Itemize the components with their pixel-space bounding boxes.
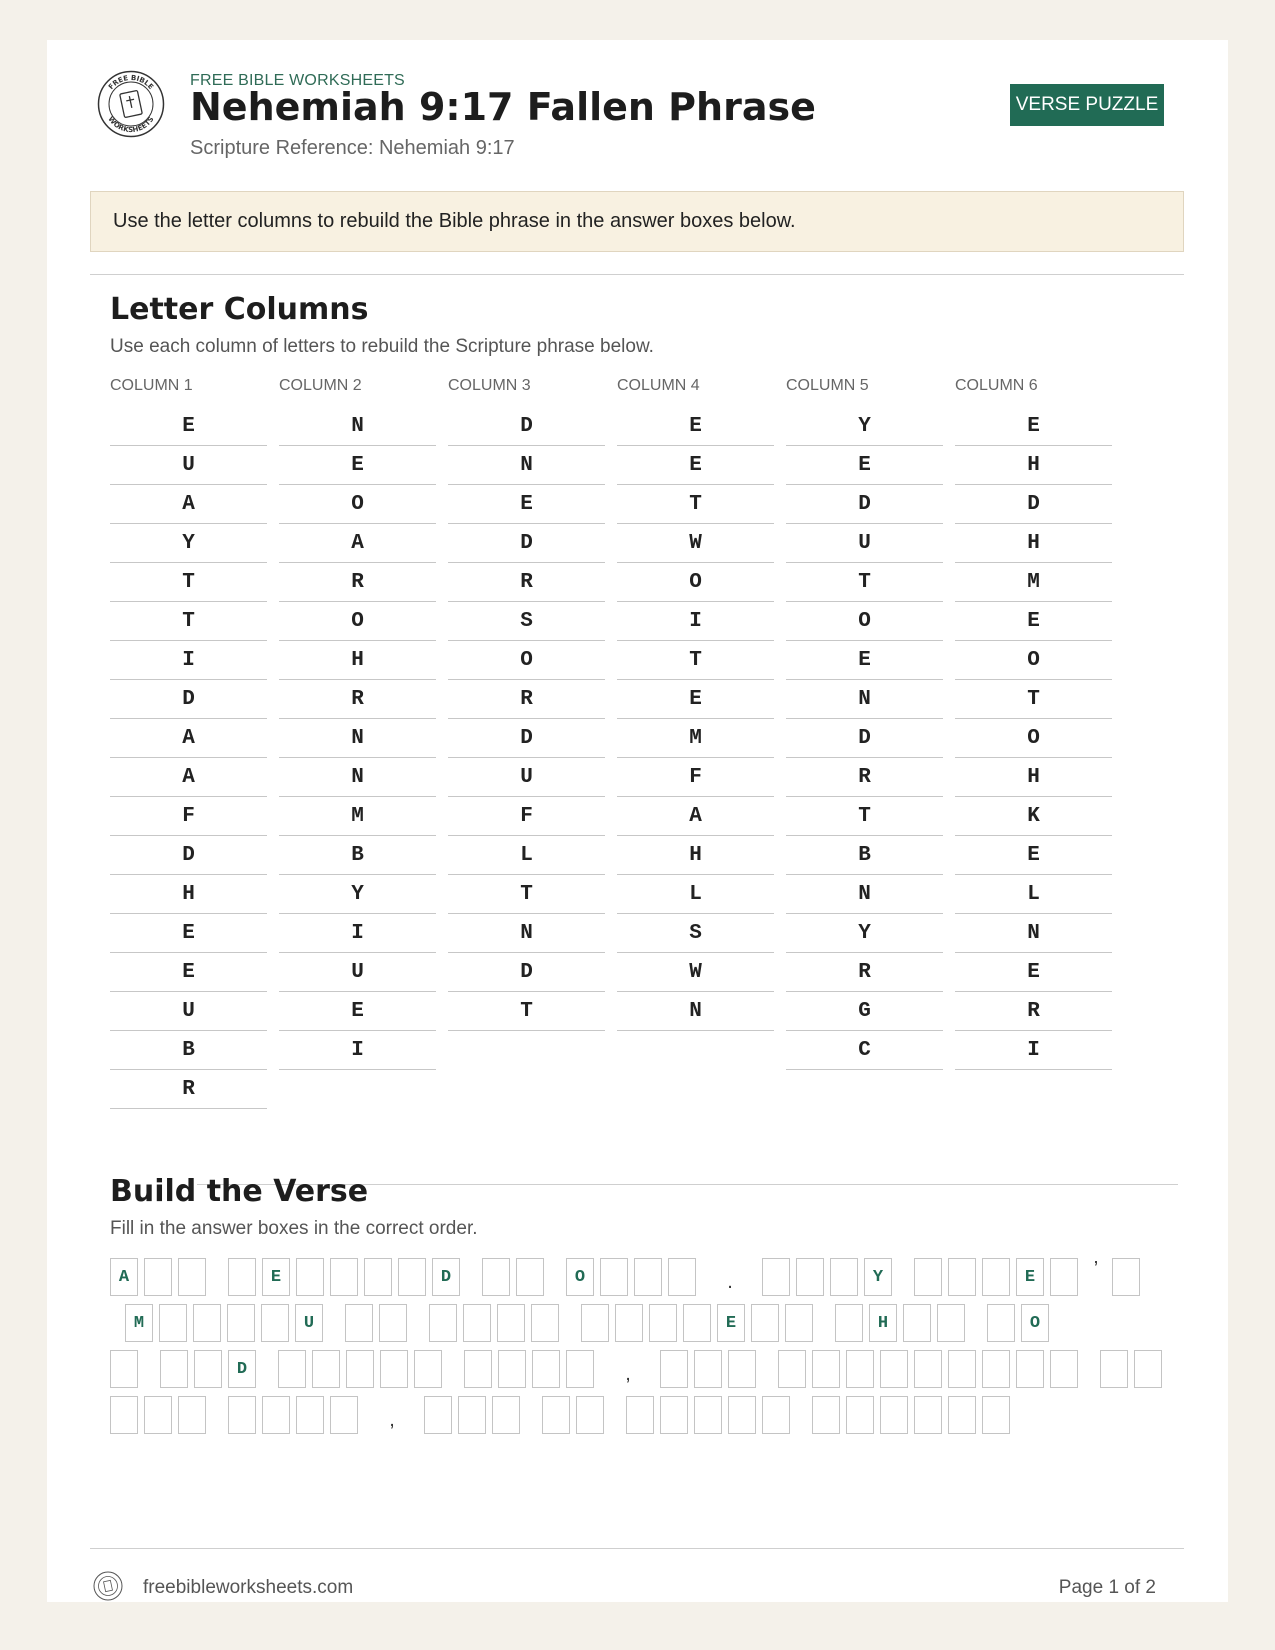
column-letter: T: [617, 641, 774, 680]
answer-box[interactable]: [987, 1304, 1015, 1342]
column-letter: M: [955, 563, 1112, 602]
column-letter: D: [786, 719, 943, 758]
answer-box[interactable]: [660, 1396, 688, 1434]
column-letter: R: [786, 758, 943, 797]
answer-box[interactable]: [464, 1350, 492, 1388]
answer-box-hint: D: [432, 1258, 460, 1296]
answer-box[interactable]: [398, 1258, 426, 1296]
letter-column-1: [110, 377, 267, 1109]
column-letter: H: [617, 836, 774, 875]
answer-box[interactable]: [144, 1258, 172, 1296]
answer-row: [110, 1258, 1170, 1296]
column-letter: U: [110, 446, 267, 485]
answer-box[interactable]: [498, 1350, 526, 1388]
answer-box[interactable]: [914, 1258, 942, 1296]
answer-box[interactable]: [1050, 1258, 1078, 1296]
answer-box[interactable]: [330, 1258, 358, 1296]
column-letter: O: [279, 485, 436, 524]
answer-box[interactable]: [194, 1350, 222, 1388]
letter-columns-heading: Letter Columns: [110, 292, 369, 327]
answer-box[interactable]: [914, 1396, 942, 1434]
column-letter: U: [448, 758, 605, 797]
answer-box[interactable]: [626, 1396, 654, 1434]
answer-box[interactable]: [492, 1396, 520, 1434]
column-letter: R: [448, 680, 605, 719]
answer-box[interactable]: [982, 1396, 1010, 1434]
footer-logo: [93, 1571, 123, 1601]
column-label: COLUMN 1: [110, 377, 193, 394]
answer-box[interactable]: [278, 1350, 306, 1388]
column-label: COLUMN 2: [279, 377, 362, 394]
column-letter: Y: [279, 875, 436, 914]
column-letter: E: [955, 602, 1112, 641]
column-letter: A: [110, 719, 267, 758]
answer-box[interactable]: [948, 1396, 976, 1434]
column-letter: D: [448, 719, 605, 758]
column-letter: A: [110, 758, 267, 797]
column-letter: Y: [786, 407, 943, 446]
answer-box[interactable]: [414, 1350, 442, 1388]
page-title: Nehemiah 9:17 Fallen Phrase: [190, 85, 816, 129]
logo-bottom-text: WORKSHEETS: [106, 115, 156, 135]
section-divider: [90, 274, 1184, 275]
worksheet-page: [47, 40, 1228, 1602]
answer-box[interactable]: [796, 1258, 824, 1296]
answer-box[interactable]: [948, 1350, 976, 1388]
column-letter: T: [786, 797, 943, 836]
column-letter: D: [448, 524, 605, 563]
answer-box[interactable]: [846, 1350, 874, 1388]
column-letter: N: [279, 719, 436, 758]
answer-box[interactable]: [615, 1304, 643, 1342]
column-letter: O: [448, 641, 605, 680]
answer-box[interactable]: [482, 1258, 510, 1296]
build-verse-heading: Build the Verse: [110, 1174, 369, 1209]
column-letter: B: [786, 836, 943, 875]
letter-column-6: [955, 377, 1112, 1070]
logo-top-text: FREE BIBLE: [107, 73, 155, 92]
verse-puzzle-badge: VERSE PUZZLE: [1010, 84, 1164, 126]
column-letter: R: [110, 1070, 267, 1109]
column-letter: E: [110, 407, 267, 446]
column-letter: N: [448, 914, 605, 953]
column-letter: E: [617, 407, 774, 446]
answer-box-hint: D: [228, 1350, 256, 1388]
column-letter: I: [617, 602, 774, 641]
answer-box[interactable]: [110, 1396, 138, 1434]
column-label: COLUMN 5: [786, 377, 869, 394]
answer-box[interactable]: [903, 1304, 931, 1342]
answer-box[interactable]: [458, 1396, 486, 1434]
column-letter: M: [279, 797, 436, 836]
page-number: Page 1 of 2: [1058, 1577, 1156, 1598]
scripture-reference: Scripture Reference: Nehemiah 9:17: [190, 137, 515, 159]
column-letter: H: [955, 758, 1112, 797]
answer-box-hint: E: [262, 1258, 290, 1296]
answer-box[interactable]: [424, 1396, 452, 1434]
column-letter: U: [786, 524, 943, 563]
answer-box[interactable]: [497, 1304, 525, 1342]
column-letter: T: [110, 563, 267, 602]
column-letter: L: [617, 875, 774, 914]
answer-box[interactable]: [982, 1258, 1010, 1296]
answer-box[interactable]: [694, 1396, 722, 1434]
answer-box[interactable]: [532, 1350, 560, 1388]
answer-punctuation: .: [727, 1271, 733, 1293]
answer-box[interactable]: [634, 1258, 662, 1296]
answer-box[interactable]: [751, 1304, 779, 1342]
answer-box[interactable]: [144, 1396, 172, 1434]
bible-worksheets-logo: [97, 70, 165, 138]
column-letter: U: [279, 953, 436, 992]
answer-box[interactable]: [1112, 1258, 1140, 1296]
letter-column-4: [617, 377, 774, 1031]
column-letter: W: [617, 524, 774, 563]
answer-box[interactable]: [812, 1350, 840, 1388]
column-letter: R: [786, 953, 943, 992]
answer-box[interactable]: [516, 1258, 544, 1296]
answer-box[interactable]: [581, 1304, 609, 1342]
column-letter: E: [617, 446, 774, 485]
column-letter: R: [448, 563, 605, 602]
column-letter: E: [955, 836, 1112, 875]
answer-box[interactable]: [296, 1258, 324, 1296]
column-letter: W: [617, 953, 774, 992]
column-letter: G: [786, 992, 943, 1031]
answer-box[interactable]: [380, 1350, 408, 1388]
answer-box[interactable]: [914, 1350, 942, 1388]
column-letter: S: [617, 914, 774, 953]
answer-box[interactable]: [937, 1304, 965, 1342]
answer-box[interactable]: [110, 1350, 138, 1388]
letter-column-3: [448, 377, 605, 1031]
answer-box-hint: O: [566, 1258, 594, 1296]
column-letter: R: [955, 992, 1112, 1031]
answer-box-hint: M: [125, 1304, 153, 1342]
column-letter: H: [279, 641, 436, 680]
answer-box[interactable]: [683, 1304, 711, 1342]
answer-box-hint: H: [869, 1304, 897, 1342]
column-letter: S: [448, 602, 605, 641]
column-letter: O: [279, 602, 436, 641]
answer-box[interactable]: [193, 1304, 221, 1342]
answer-box[interactable]: [880, 1350, 908, 1388]
column-letter: I: [110, 641, 267, 680]
column-letter: D: [110, 680, 267, 719]
column-letter: E: [617, 680, 774, 719]
answer-box[interactable]: [728, 1350, 756, 1388]
column-letter: R: [279, 563, 436, 602]
column-letter: D: [955, 485, 1112, 524]
column-letter: O: [617, 563, 774, 602]
column-letter: L: [955, 875, 1112, 914]
column-letter: B: [110, 1031, 267, 1070]
column-letter: I: [279, 914, 436, 953]
answer-box[interactable]: [846, 1396, 874, 1434]
column-letter: T: [448, 992, 605, 1031]
column-letter: T: [448, 875, 605, 914]
answer-box[interactable]: [364, 1258, 392, 1296]
column-letter: D: [786, 485, 943, 524]
answer-box[interactable]: [228, 1396, 256, 1434]
column-letter: E: [448, 485, 605, 524]
answer-box[interactable]: [830, 1258, 858, 1296]
column-letter: E: [110, 953, 267, 992]
footer-site-url: freebibleworksheets.com: [143, 1577, 354, 1598]
column-letter: E: [786, 641, 943, 680]
answer-box[interactable]: [312, 1350, 340, 1388]
answer-box[interactable]: [812, 1396, 840, 1434]
answer-box[interactable]: [531, 1304, 559, 1342]
column-letter: O: [786, 602, 943, 641]
letter-column-5: [786, 377, 943, 1070]
answer-box[interactable]: [668, 1258, 696, 1296]
column-letter: N: [279, 407, 436, 446]
column-letter: L: [448, 836, 605, 875]
instructions-text: Use the letter columns to rebuild the Bible phrase in the answer boxes below.: [113, 210, 796, 232]
column-letter: E: [786, 446, 943, 485]
answer-box-hint: E: [717, 1304, 745, 1342]
answer-punctuation: ,: [625, 1363, 631, 1385]
answer-box[interactable]: [566, 1350, 594, 1388]
answer-box-hint: O: [1021, 1304, 1049, 1342]
column-letter: A: [617, 797, 774, 836]
column-letter: M: [617, 719, 774, 758]
letter-columns-description: Use each column of letters to rebuild the Scripture phrase below.: [110, 336, 654, 357]
answer-row: [110, 1396, 1170, 1434]
answer-box[interactable]: [262, 1396, 290, 1434]
column-letter: K: [955, 797, 1112, 836]
answer-box[interactable]: [880, 1396, 908, 1434]
column-letter: H: [955, 524, 1112, 563]
answer-box[interactable]: [1016, 1350, 1044, 1388]
answer-box[interactable]: [227, 1304, 255, 1342]
instructions-box: [90, 191, 1184, 252]
answer-box[interactable]: [178, 1258, 206, 1296]
answer-box[interactable]: [948, 1258, 976, 1296]
answer-box[interactable]: [261, 1304, 289, 1342]
column-letter: H: [110, 875, 267, 914]
column-letter: H: [955, 446, 1112, 485]
column-letter: Y: [786, 914, 943, 953]
answer-box[interactable]: [728, 1396, 756, 1434]
column-letter: F: [448, 797, 605, 836]
answer-box[interactable]: [660, 1350, 688, 1388]
column-letter: R: [279, 680, 436, 719]
column-label: COLUMN 3: [448, 377, 531, 394]
answer-box[interactable]: [762, 1258, 790, 1296]
column-letter: I: [955, 1031, 1112, 1070]
column-letter: I: [279, 1031, 436, 1070]
answer-box[interactable]: [330, 1396, 358, 1434]
column-letter: C: [786, 1031, 943, 1070]
column-letter: E: [955, 953, 1112, 992]
answer-box[interactable]: [982, 1350, 1010, 1388]
answer-box[interactable]: [542, 1396, 570, 1434]
column-letter: F: [617, 758, 774, 797]
column-letter: E: [110, 914, 267, 953]
answer-box[interactable]: [346, 1350, 374, 1388]
brand-name: FREE BIBLE WORKSHEETS: [190, 72, 405, 89]
answer-box[interactable]: [463, 1304, 491, 1342]
column-letter: T: [617, 485, 774, 524]
answer-punctuation: ,: [389, 1409, 395, 1431]
answer-box[interactable]: [835, 1304, 863, 1342]
footer-divider: [90, 1548, 1184, 1549]
answer-box[interactable]: [649, 1304, 677, 1342]
answer-box[interactable]: [694, 1350, 722, 1388]
column-letter: O: [955, 719, 1112, 758]
answer-box[interactable]: [576, 1396, 604, 1434]
column-letter: A: [279, 524, 436, 563]
answer-row: [125, 1304, 1185, 1342]
answer-box-hint: Y: [864, 1258, 892, 1296]
column-letter: N: [448, 446, 605, 485]
answer-box[interactable]: [296, 1396, 324, 1434]
answer-box[interactable]: [429, 1304, 457, 1342]
column-letter: E: [955, 407, 1112, 446]
column-letter: T: [955, 680, 1112, 719]
answer-box-hint: A: [110, 1258, 138, 1296]
column-letter: A: [110, 485, 267, 524]
column-letter: U: [110, 992, 267, 1031]
column-letter: O: [955, 641, 1112, 680]
column-letter: T: [786, 563, 943, 602]
answer-box[interactable]: [1050, 1350, 1078, 1388]
answer-box[interactable]: [345, 1304, 373, 1342]
answer-box[interactable]: [379, 1304, 407, 1342]
answer-box[interactable]: [785, 1304, 813, 1342]
column-letter: Y: [110, 524, 267, 563]
answer-punctuation: ’: [1093, 1258, 1099, 1280]
column-letter: E: [279, 992, 436, 1031]
answer-box[interactable]: [762, 1396, 790, 1434]
build-verse-description: Fill in the answer boxes in the correct order.: [110, 1218, 478, 1239]
column-letter: B: [279, 836, 436, 875]
answer-box[interactable]: [1100, 1350, 1128, 1388]
answer-box[interactable]: [160, 1350, 188, 1388]
answer-box[interactable]: [228, 1258, 256, 1296]
answer-box[interactable]: [778, 1350, 806, 1388]
answer-box-hint: U: [295, 1304, 323, 1342]
column-label: COLUMN 4: [617, 377, 700, 394]
letter-column-2: [279, 377, 436, 1070]
answer-box-hint: E: [1016, 1258, 1044, 1296]
column-letter: N: [786, 875, 943, 914]
answer-box[interactable]: [1134, 1350, 1162, 1388]
answer-box[interactable]: [159, 1304, 187, 1342]
answer-row: [110, 1350, 1170, 1388]
column-letter: D: [110, 836, 267, 875]
column-label: COLUMN 6: [955, 377, 1038, 394]
column-letter: N: [279, 758, 436, 797]
column-letter: F: [110, 797, 267, 836]
column-letter: D: [448, 953, 605, 992]
column-letter: T: [110, 602, 267, 641]
column-letter: N: [786, 680, 943, 719]
answer-box[interactable]: [600, 1258, 628, 1296]
answer-box[interactable]: [178, 1396, 206, 1434]
column-letter: E: [279, 446, 436, 485]
column-letter: D: [448, 407, 605, 446]
column-letter: N: [955, 914, 1112, 953]
column-letter: N: [617, 992, 774, 1031]
